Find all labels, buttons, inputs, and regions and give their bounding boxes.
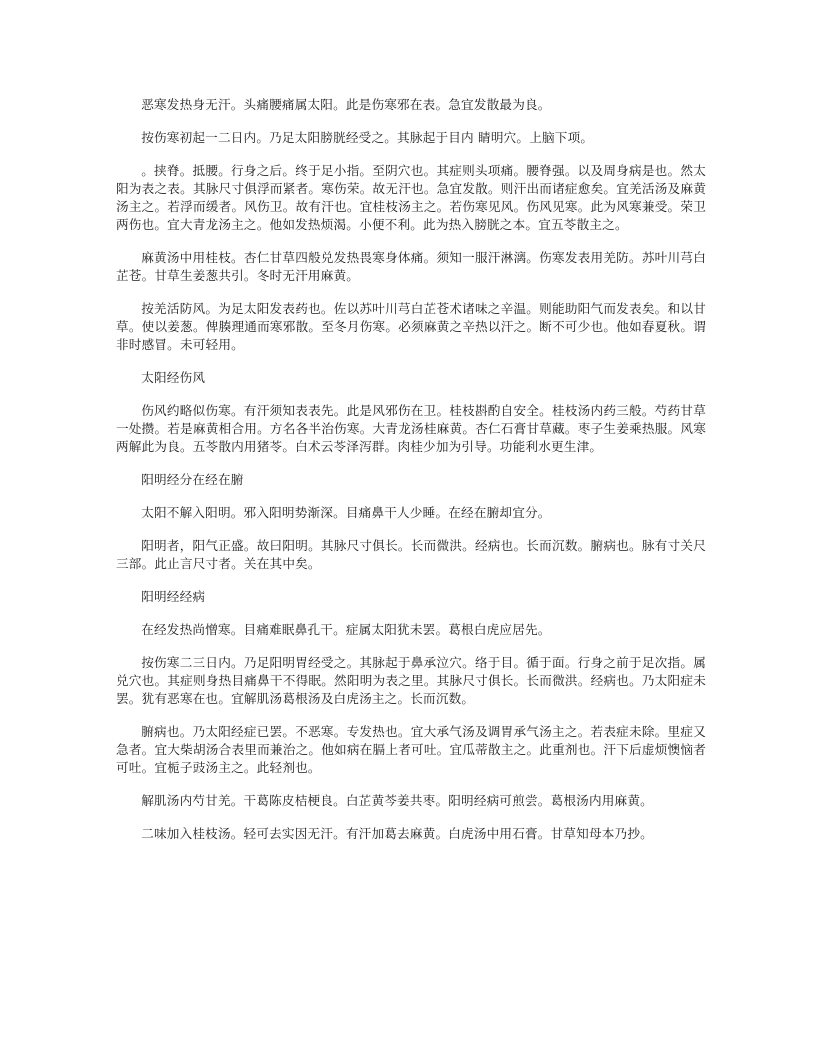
paragraph: 按伤寒初起一二日内。乃足太阳膀胱经受之。其脉起于目内 睛明穴。上脑下项。 [141, 130, 594, 145]
paragraph: 太阳不解入阳明。邪入阳明势渐深。目痛鼻干人少睡。在经在腑却宜分。 [141, 505, 551, 520]
paragraph: 伤风约略似伤寒。有汗须知表表先。此是风邪伤在卫。桂枝斟酌自安全。桂枝汤内药三般。芍药甘草一处攒。若是麻黄相合用。方名各半治伤寒。大青龙汤桂麻黄。杏仁石膏甘草藏。枣子生姜乘热服。风寒两解此为良。五苓散内用猪苓。白术云苓泽泻群。肉桂少加为引导。功能利水更生津。 [116, 403, 706, 454]
paragraph: 。挟脊。抵腰。行身之后。终于足小指。至阴穴也。其症则头项痛。腰脊强。以及周身病是也。然太阳为表之表。其脉尺寸俱浮而紧者。寒伤荣。故无汗也。急宜发散。则汗出而诸症愈矣。宜羌活汤及麻黄汤主之。若浮而缓者。风伤卫。故有汗也。宜桂枝汤主之。若伤寒见风。伤风见寒。此为风寒兼受。荣卫两伤也。宜大青龙汤主之。他如发热烦渴。小便不利。此为热入膀胱之本。宜五苓散主之。 [116, 163, 706, 232]
paragraph: 腑病也。乃太阳经症已罢。不恶寒。专发热也。宜大承气汤及调胃承气汤主之。若表症未除。里症又急者。宜大柴胡汤合表里而兼治之。他如病在膈上者可吐。宜瓜蒂散主之。此重剂也。汗下后虚烦懊恼者可吐。宜栀子豉汤主之。此轻剂也。 [116, 724, 706, 775]
section-heading: 阳明经经病 [141, 589, 206, 604]
document-body [116, 96, 706, 858]
paragraph: 按伤寒二三日内。乃足阳明胃经受之。其脉起于鼻承泣穴。络于目。循于面。行身之前于足次指。属兑穴也。其症则身热目痛鼻干不得眠。然阳明为表之里。其脉尺寸俱长。长而微洪。经病也。乃太阳症未罢。犹有恶寒在也。宜解肌汤葛根汤及白虎汤主之。长而沉数。 [116, 655, 706, 706]
paragraph: 麻黄汤中用桂枝。杏仁甘草四般兑发热畏寒身体痛。须知一服汗淋漓。伤寒发表用羌防。苏叶川芎白芷苍。甘草生姜葱共引。冬时无汗用麻黄。 [116, 250, 706, 283]
paragraph: 在经发热尚憎寒。目痛难眠鼻孔干。症属太阳犹未罢。葛根白虎应居先。 [141, 622, 551, 637]
paragraph: 解肌汤内芍甘羌。干葛陈皮桔梗良。白芷黄芩姜共枣。阳明经病可煎尝。葛根汤内用麻黄。 [141, 793, 653, 808]
section-heading: 阳明经分在经在腑 [141, 472, 244, 487]
paragraph: 恶寒发热身无汗。头痛腰痛属太阳。此是伤寒邪在表。急宜发散最为良。 [141, 97, 551, 112]
paragraph: 阳明者，阳气正盛。故曰阳明。其脉尺寸俱长。长而微洪。经病也。长而沉数。腑病也。脉有寸关尺三部。此止言尺寸者。关在其中矣。 [116, 538, 706, 571]
paragraph: 二味加入桂枝汤。轻可去实因无汗。有汗加葛去麻黄。白虎汤中用石膏。甘草知母本乃抄。 [141, 826, 653, 841]
section-heading: 太阳经伤风 [141, 370, 206, 385]
paragraph: 按羌活防风。为足太阳发表药也。佐以苏叶川芎白芷苍术诸味之辛温。则能助阳气而发表矣。和以甘草。使以姜葱。俾腠理通而寒邪散。至冬月伤寒。必须麻黄之辛热以汗之。断不可少也。他如春夏秋。谓非时感冒。未可轻用。 [116, 301, 706, 352]
